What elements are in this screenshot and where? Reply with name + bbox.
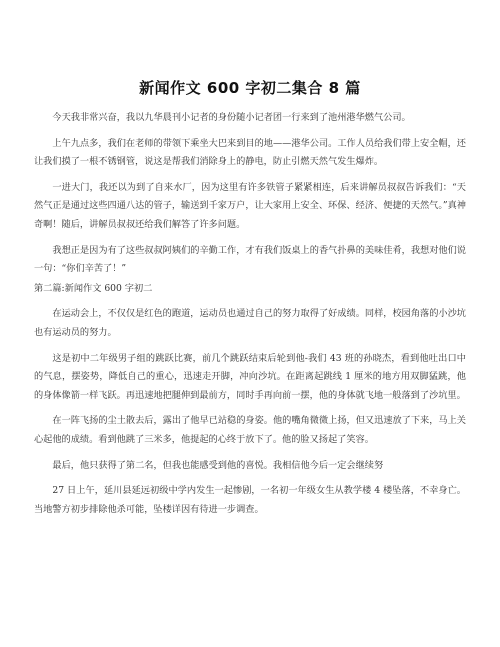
paragraph: 上午九点多，我们在老师的带领下乘坐大巴来到目的地——港华公司。工作人员给我们带上安全帽，还让我们摸了一根不锈钢管，说这是帮我们消除身上的静电，防止引燃天然气发生爆炸。: [34, 137, 466, 168]
paragraph: 在一阵飞扬的尘土散去后，露出了他早已站稳的身姿。他的嘴角微微上扬，但又迅速放了下来，马上关心起他的成绩。看到他跳了三米多，他提起的心终于放下了。他的脸又扬起了笑容。: [34, 415, 466, 445]
paragraph: 在运动会上，不仅仅是红色的跑道，运动员也通过自己的努力取得了好成绩。同样，校园角落的小沙坑也有运动员的努力。: [34, 308, 466, 338]
paragraph: 我想正是因为有了这些叔叔阿姨们的辛勤工作，才有我们饭桌上的香气扑鼻的美味佳肴，我想对他们说一句：“你们辛苦了！”: [34, 244, 466, 275]
paragraph: 今天我非常兴奋，我以九华晨刊小记者的身份随小记者团一行来到了池州港华燃气公司。: [52, 112, 411, 123]
paragraph: 27 日上午，延川县延远初级中学内发生一起惨剧，一名初一年级女生从教学楼 4 楼坠落，不幸身亡。当地警方初步排除他杀可能，坠楼详因有待进一步调查。: [34, 485, 466, 515]
section-heading: 第二篇:新闻作文 600 字初二: [34, 282, 153, 294]
paragraph: 一进大门，我还以为到了自来水厂，因为这里有许多铁管子紧紧相连，后来讲解员叔叔告诉我们：“天然气正是通过这些四通八达的管子，输送到千家万户，让大家用上安全、环保、经济、便捷的天然气。”真神奇啊！随后，讲解员叔叔还给我们解答了许多问题。: [34, 181, 466, 230]
document-body: [34, 109, 466, 526]
document-title: 新闻作文 600 字初二集合 8 篇: [139, 79, 361, 97]
paragraph: 这是初中二年级男子组的跳跃比赛，前几个跳跃结束后轮到他-我们 43 班的孙晓杰，看到他吐出口中的气息，摆姿势，降低自己的重心，迅速走开脚，冲向沙坑。在距离起跳线 1 厘米的地方用双脚猛跳，他的身体像箭一样飞跃。再迅速地把腿伸到最前方，同时手再向前一摆，他的身体就飞地一般落到了沙坑里。: [34, 352, 466, 401]
paragraph: 最后，他只获得了第二名，但我也能感受到他的喜悦。我相信他今后一定会继续努: [52, 459, 384, 471]
